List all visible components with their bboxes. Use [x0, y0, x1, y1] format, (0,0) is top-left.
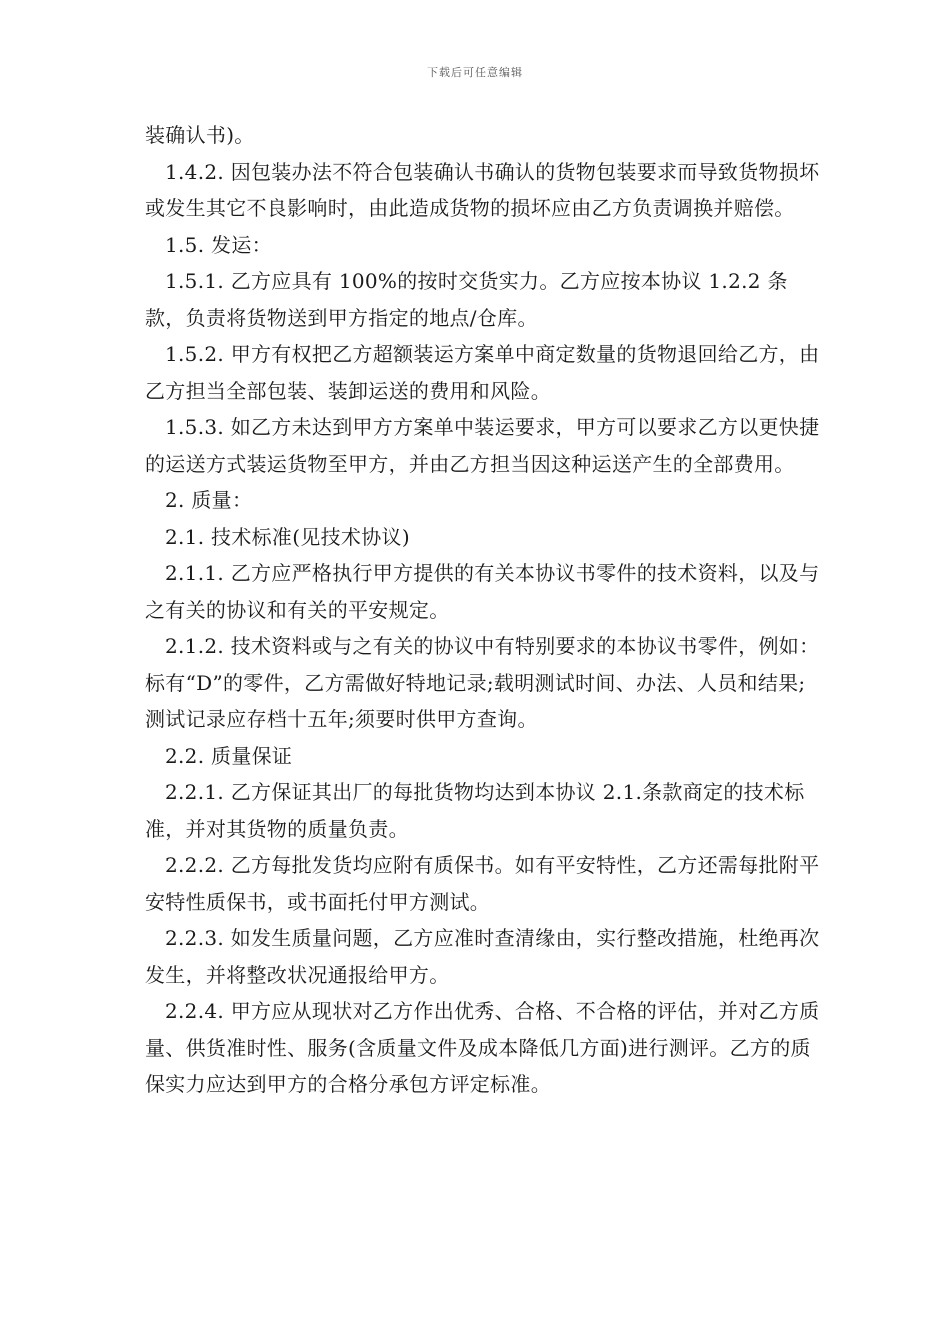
paragraph: 1.4.2. 因包装办法不符合包装确认书确认的货物包装要求而导致货物损坏或发生其它不良影响时，由此造成货物的损坏应由乙方负责调换并赔偿。: [145, 159, 820, 220]
page-header: 下载后可任意编辑: [427, 66, 523, 79]
paragraph: 2.1.1. 乙方应严格执行甲方提供的有关本协议书零件的技术资料，以及与之有关的协议和有关的平安规定。: [145, 561, 820, 622]
paragraph: 2.2.4. 甲方应从现状对乙方作出优秀、合格、不合格的评估，并对乙方质量、供货准时性、服务(含质量文件及成本降低几方面)进行测评。乙方的质保实力应达到甲方的合格分承包方评定标准。: [145, 999, 820, 1096]
paragraph: 1.5.1. 乙方应具有 100%的按时交货实力。乙方应按本协议 1.2.2 条款，负责将货物送到甲方指定的地点/仓库。: [145, 269, 788, 330]
document-body: [145, 117, 825, 1103]
section-heading: 2.1. 技术标准(见技术协议): [165, 524, 410, 549]
paragraph: 2.2.2. 乙方每批发货均应附有质保书。如有平安特性，乙方还需每批附平安特性质保书，或书面托付甲方测试。: [145, 853, 820, 914]
paragraph: 1.5.3. 如乙方未达到甲方方案单中装运要求，甲方可以要求乙方以更快捷的运送方式装运货物至甲方，并由乙方担当因这种运送产生的全部费用。: [145, 415, 820, 476]
paragraph: 装确认书)。: [145, 123, 255, 147]
section-heading: 1.5. 发运：: [165, 232, 272, 257]
section-heading: 2.2. 质量保证: [165, 743, 293, 768]
paragraph: 2.2.3. 如发生质量问题，乙方应准时查清缘由，实行整改措施，杜绝再次发生，并将整改状况通报给甲方。: [145, 926, 820, 987]
paragraph: 1.5.2. 甲方有权把乙方超额装运方案单中商定数量的货物退回给乙方，由乙方担当全部包装、装卸运送的费用和风险。: [145, 342, 820, 403]
paragraph: 2.2.1. 乙方保证其出厂的每批货物均达到本协议 2.1.条款商定的技术标准，并对其货物的质量负责。: [145, 780, 805, 841]
section-heading: 2. 质量：: [165, 488, 253, 512]
paragraph: 2.1.2. 技术资料或与之有关的协议中有特别要求的本协议书零件，例如：标有“D”的零件，乙方需做好特地记录;载明测试时间、办法、人员和结果;测试记录应存档十五年;须要时供甲方查询。: [145, 634, 820, 731]
